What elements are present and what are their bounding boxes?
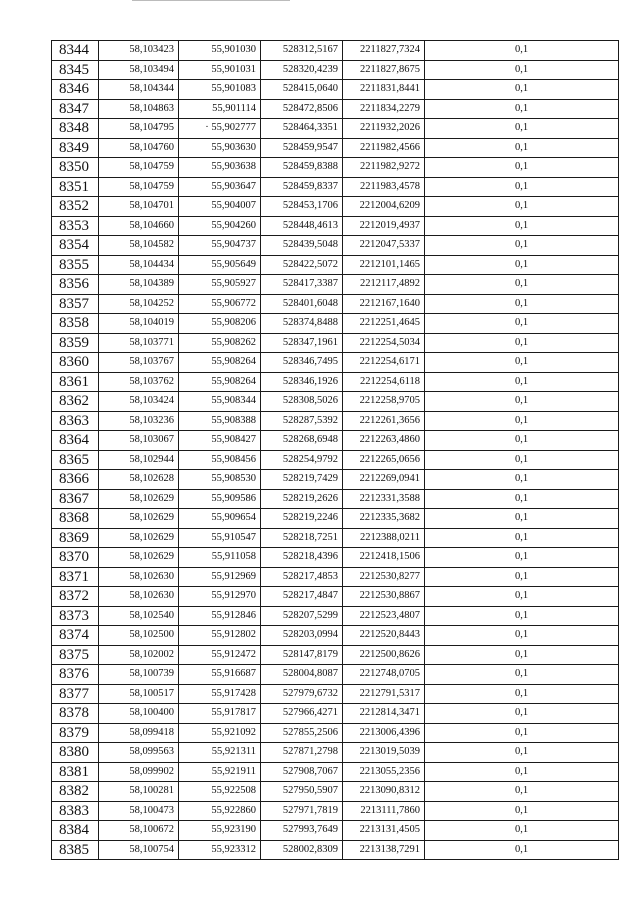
x-coordinate-cell: 528002,8309 — [261, 840, 343, 860]
longitude-cell: 55,923312 — [179, 840, 261, 860]
latitude-cell: 58,104701 — [99, 197, 179, 217]
point-number-cell: 8375 — [52, 645, 99, 665]
y-coordinate-cell: 2212258,9705 — [343, 392, 425, 412]
latitude-cell: 58,103423 — [99, 41, 179, 61]
coordinate-table-container — [51, 40, 619, 860]
latitude-cell: 58,102629 — [99, 548, 179, 568]
longitude-cell: 55,909586 — [179, 489, 261, 509]
table-row — [52, 723, 619, 743]
x-coordinate-cell: 528346,7495 — [261, 353, 343, 373]
accuracy-cell: 0,1 — [425, 177, 619, 197]
point-number-cell: 8348 — [52, 119, 99, 139]
x-coordinate-cell: 528401,6048 — [261, 294, 343, 314]
longitude-cell: 55,903647 — [179, 177, 261, 197]
latitude-cell: 58,099563 — [99, 743, 179, 763]
latitude-cell: 58,102540 — [99, 606, 179, 626]
longitude-cell: 55,910547 — [179, 528, 261, 548]
point-number-cell: 8344 — [52, 41, 99, 61]
latitude-cell: 58,102629 — [99, 528, 179, 548]
longitude-cell: 55,908264 — [179, 353, 261, 373]
latitude-cell: 58,104760 — [99, 138, 179, 158]
table-row — [52, 782, 619, 802]
accuracy-cell: 0,1 — [425, 275, 619, 295]
table-row — [52, 197, 619, 217]
latitude-cell: 58,100400 — [99, 704, 179, 724]
table-row — [52, 528, 619, 548]
accuracy-cell: 0,1 — [425, 197, 619, 217]
accuracy-cell: 0,1 — [425, 80, 619, 100]
longitude-cell: 55,921311 — [179, 743, 261, 763]
x-coordinate-cell: 527908,7067 — [261, 762, 343, 782]
table-row — [52, 645, 619, 665]
table-row — [52, 684, 619, 704]
point-number-cell: 8381 — [52, 762, 99, 782]
y-coordinate-cell: 2212530,8277 — [343, 567, 425, 587]
x-coordinate-cell: 528453,1706 — [261, 197, 343, 217]
table-row — [52, 236, 619, 256]
point-number-cell: 8363 — [52, 411, 99, 431]
x-coordinate-cell: 528472,8506 — [261, 99, 343, 119]
longitude-cell: 55,917817 — [179, 704, 261, 724]
accuracy-cell: 0,1 — [425, 548, 619, 568]
accuracy-cell: 0,1 — [425, 158, 619, 178]
point-number-cell: 8374 — [52, 626, 99, 646]
accuracy-cell: 0,1 — [425, 255, 619, 275]
y-coordinate-cell: 2212254,5034 — [343, 333, 425, 353]
x-coordinate-cell: 527966,4271 — [261, 704, 343, 724]
point-number-cell: 8353 — [52, 216, 99, 236]
point-number-cell: 8347 — [52, 99, 99, 119]
x-coordinate-cell: 527971,7819 — [261, 801, 343, 821]
y-coordinate-cell: 2212748,0705 — [343, 665, 425, 685]
latitude-cell: 58,100281 — [99, 782, 179, 802]
table-row — [52, 567, 619, 587]
longitude-cell: 55,908530 — [179, 470, 261, 490]
table-row — [52, 431, 619, 451]
x-coordinate-cell: 528459,9547 — [261, 138, 343, 158]
accuracy-cell: 0,1 — [425, 665, 619, 685]
x-coordinate-cell: 528417,3387 — [261, 275, 343, 295]
point-number-cell: 8382 — [52, 782, 99, 802]
accuracy-cell: 0,1 — [425, 411, 619, 431]
table-row — [52, 372, 619, 392]
y-coordinate-cell: 2212254,6118 — [343, 372, 425, 392]
accuracy-cell: 0,1 — [425, 41, 619, 61]
x-coordinate-cell: 528459,8388 — [261, 158, 343, 178]
x-coordinate-cell: 528218,4396 — [261, 548, 343, 568]
table-row — [52, 489, 619, 509]
x-coordinate-cell: 528374,8488 — [261, 314, 343, 334]
accuracy-cell: 0,1 — [425, 509, 619, 529]
table-row — [52, 80, 619, 100]
table-row — [52, 138, 619, 158]
accuracy-cell: 0,1 — [425, 138, 619, 158]
accuracy-cell: 0,1 — [425, 587, 619, 607]
longitude-cell: 55,921092 — [179, 723, 261, 743]
x-coordinate-cell: 528219,2246 — [261, 509, 343, 529]
x-coordinate-cell: 528320,4239 — [261, 60, 343, 80]
latitude-cell: 58,104434 — [99, 255, 179, 275]
y-coordinate-cell: 2212251,4645 — [343, 314, 425, 334]
latitude-cell: 58,104582 — [99, 236, 179, 256]
latitude-cell: 58,103762 — [99, 372, 179, 392]
point-number-cell: 8383 — [52, 801, 99, 821]
y-coordinate-cell: 2213138,7291 — [343, 840, 425, 860]
longitude-cell: 55,901083 — [179, 80, 261, 100]
x-coordinate-cell: 528415,0640 — [261, 80, 343, 100]
latitude-cell: 58,103771 — [99, 333, 179, 353]
accuracy-cell: 0,1 — [425, 782, 619, 802]
accuracy-cell: 0,1 — [425, 60, 619, 80]
point-number-cell: 8370 — [52, 548, 99, 568]
latitude-cell: 58,104759 — [99, 177, 179, 197]
longitude-cell: 55,905649 — [179, 255, 261, 275]
latitude-cell: 58,104759 — [99, 158, 179, 178]
x-coordinate-cell: 528219,7429 — [261, 470, 343, 490]
y-coordinate-cell: 2211932,2026 — [343, 119, 425, 139]
table-row — [52, 314, 619, 334]
point-number-cell: 8364 — [52, 431, 99, 451]
accuracy-cell: 0,1 — [425, 606, 619, 626]
point-number-cell: 8377 — [52, 684, 99, 704]
accuracy-cell: 0,1 — [425, 743, 619, 763]
point-number-cell: 8359 — [52, 333, 99, 353]
accuracy-cell: 0,1 — [425, 392, 619, 412]
x-coordinate-cell: 528346,1926 — [261, 372, 343, 392]
coordinate-table-body — [52, 41, 619, 860]
longitude-cell: 55,923190 — [179, 821, 261, 841]
y-coordinate-cell: 2212047,5337 — [343, 236, 425, 256]
latitude-cell: 58,103767 — [99, 353, 179, 373]
point-number-cell: 8349 — [52, 138, 99, 158]
accuracy-cell: 0,1 — [425, 119, 619, 139]
accuracy-cell: 0,1 — [425, 236, 619, 256]
table-row — [52, 470, 619, 490]
coordinate-table — [51, 40, 619, 860]
latitude-cell: 58,104019 — [99, 314, 179, 334]
table-row — [52, 801, 619, 821]
accuracy-cell: 0,1 — [425, 99, 619, 119]
point-number-cell: 8354 — [52, 236, 99, 256]
latitude-cell: 58,102628 — [99, 470, 179, 490]
y-coordinate-cell: 2211982,9272 — [343, 158, 425, 178]
y-coordinate-cell: 2212254,6171 — [343, 353, 425, 373]
y-coordinate-cell: 2212520,8443 — [343, 626, 425, 646]
latitude-cell: 58,100754 — [99, 840, 179, 860]
latitude-cell: 58,103424 — [99, 392, 179, 412]
longitude-cell: 55,905927 — [179, 275, 261, 295]
longitude-cell: 55,922508 — [179, 782, 261, 802]
point-number-cell: 8372 — [52, 587, 99, 607]
table-row — [52, 821, 619, 841]
accuracy-cell: 0,1 — [425, 704, 619, 724]
point-number-cell: 8367 — [52, 489, 99, 509]
point-number-cell: 8351 — [52, 177, 99, 197]
table-row — [52, 548, 619, 568]
x-coordinate-cell: 528254,9792 — [261, 450, 343, 470]
latitude-cell: 58,104795 — [99, 119, 179, 139]
y-coordinate-cell: 2212530,8867 — [343, 587, 425, 607]
point-number-cell: 8376 — [52, 665, 99, 685]
longitude-cell: 55,921911 — [179, 762, 261, 782]
longitude-cell: 55,912970 — [179, 587, 261, 607]
longitude-cell: 55,916687 — [179, 665, 261, 685]
table-row — [52, 60, 619, 80]
y-coordinate-cell: 2212814,3471 — [343, 704, 425, 724]
y-coordinate-cell: 2211827,8675 — [343, 60, 425, 80]
table-row — [52, 626, 619, 646]
table-row — [52, 411, 619, 431]
accuracy-cell: 0,1 — [425, 431, 619, 451]
point-number-cell: 8378 — [52, 704, 99, 724]
point-number-cell: 8365 — [52, 450, 99, 470]
y-coordinate-cell: 2212269,0941 — [343, 470, 425, 490]
longitude-cell: · 55,902777 — [179, 119, 261, 139]
point-number-cell: 8385 — [52, 840, 99, 860]
y-coordinate-cell: 2213006,4396 — [343, 723, 425, 743]
x-coordinate-cell: 528147,8179 — [261, 645, 343, 665]
table-row — [52, 840, 619, 860]
table-row — [52, 509, 619, 529]
x-coordinate-cell: 527871,2798 — [261, 743, 343, 763]
table-row — [52, 606, 619, 626]
y-coordinate-cell: 2213131,4505 — [343, 821, 425, 841]
longitude-cell: 55,904737 — [179, 236, 261, 256]
longitude-cell: 55,912846 — [179, 606, 261, 626]
y-coordinate-cell: 2212263,4860 — [343, 431, 425, 451]
x-coordinate-cell: 527979,6732 — [261, 684, 343, 704]
longitude-cell: 55,909654 — [179, 509, 261, 529]
y-coordinate-cell: 2212331,3588 — [343, 489, 425, 509]
y-coordinate-cell: 2212261,3656 — [343, 411, 425, 431]
latitude-cell: 58,102630 — [99, 587, 179, 607]
latitude-cell: 58,103494 — [99, 60, 179, 80]
x-coordinate-cell: 528219,2626 — [261, 489, 343, 509]
accuracy-cell: 0,1 — [425, 470, 619, 490]
point-number-cell: 8345 — [52, 60, 99, 80]
point-number-cell: 8379 — [52, 723, 99, 743]
x-coordinate-cell: 528218,7251 — [261, 528, 343, 548]
y-coordinate-cell: 2211827,7324 — [343, 41, 425, 61]
table-row — [52, 587, 619, 607]
x-coordinate-cell: 528312,5167 — [261, 41, 343, 61]
longitude-cell: 55,906772 — [179, 294, 261, 314]
longitude-cell: 55,904007 — [179, 197, 261, 217]
longitude-cell: 55,903638 — [179, 158, 261, 178]
accuracy-cell: 0,1 — [425, 801, 619, 821]
y-coordinate-cell: 2212388,0211 — [343, 528, 425, 548]
accuracy-cell: 0,1 — [425, 372, 619, 392]
latitude-cell: 58,099902 — [99, 762, 179, 782]
accuracy-cell: 0,1 — [425, 762, 619, 782]
table-row — [52, 255, 619, 275]
point-number-cell: 8350 — [52, 158, 99, 178]
point-number-cell: 8346 — [52, 80, 99, 100]
longitude-cell: 55,911058 — [179, 548, 261, 568]
point-number-cell: 8362 — [52, 392, 99, 412]
y-coordinate-cell: 2213055,2356 — [343, 762, 425, 782]
latitude-cell: 58,102944 — [99, 450, 179, 470]
accuracy-cell: 0,1 — [425, 353, 619, 373]
point-number-cell: 8369 — [52, 528, 99, 548]
table-row — [52, 665, 619, 685]
point-number-cell: 8355 — [52, 255, 99, 275]
longitude-cell: 55,908264 — [179, 372, 261, 392]
x-coordinate-cell: 528347,1961 — [261, 333, 343, 353]
y-coordinate-cell: 2212523,4807 — [343, 606, 425, 626]
y-coordinate-cell: 2212167,1640 — [343, 294, 425, 314]
table-row — [52, 177, 619, 197]
x-coordinate-cell: 528287,5392 — [261, 411, 343, 431]
accuracy-cell: 0,1 — [425, 450, 619, 470]
latitude-cell: 58,100473 — [99, 801, 179, 821]
latitude-cell: 58,100672 — [99, 821, 179, 841]
longitude-cell: 55,901031 — [179, 60, 261, 80]
x-coordinate-cell: 528217,4853 — [261, 567, 343, 587]
y-coordinate-cell: 2211831,8441 — [343, 80, 425, 100]
accuracy-cell: 0,1 — [425, 567, 619, 587]
accuracy-cell: 0,1 — [425, 645, 619, 665]
point-number-cell: 8357 — [52, 294, 99, 314]
x-coordinate-cell: 528268,6948 — [261, 431, 343, 451]
latitude-cell: 58,102629 — [99, 509, 179, 529]
longitude-cell: 55,922860 — [179, 801, 261, 821]
x-coordinate-cell: 528217,4847 — [261, 587, 343, 607]
accuracy-cell: 0,1 — [425, 216, 619, 236]
latitude-cell: 58,102500 — [99, 626, 179, 646]
x-coordinate-cell: 528448,4613 — [261, 216, 343, 236]
y-coordinate-cell: 2212004,6209 — [343, 197, 425, 217]
y-coordinate-cell: 2212335,3682 — [343, 509, 425, 529]
y-coordinate-cell: 2212265,0656 — [343, 450, 425, 470]
x-coordinate-cell: 528203,0994 — [261, 626, 343, 646]
point-number-cell: 8384 — [52, 821, 99, 841]
point-number-cell: 8358 — [52, 314, 99, 334]
y-coordinate-cell: 2212791,5317 — [343, 684, 425, 704]
table-row — [52, 762, 619, 782]
table-row — [52, 294, 619, 314]
point-number-cell: 8366 — [52, 470, 99, 490]
x-coordinate-cell: 528439,5048 — [261, 236, 343, 256]
longitude-cell: 55,908427 — [179, 431, 261, 451]
accuracy-cell: 0,1 — [425, 333, 619, 353]
table-row — [52, 41, 619, 61]
latitude-cell: 58,104389 — [99, 275, 179, 295]
point-number-cell: 8380 — [52, 743, 99, 763]
table-row — [52, 216, 619, 236]
accuracy-cell: 0,1 — [425, 528, 619, 548]
x-coordinate-cell: 528464,3351 — [261, 119, 343, 139]
x-coordinate-cell: 528459,8337 — [261, 177, 343, 197]
accuracy-cell: 0,1 — [425, 723, 619, 743]
latitude-cell: 58,100517 — [99, 684, 179, 704]
x-coordinate-cell: 527950,5907 — [261, 782, 343, 802]
y-coordinate-cell: 2212117,4892 — [343, 275, 425, 295]
y-coordinate-cell: 2212019,4937 — [343, 216, 425, 236]
longitude-cell: 55,912472 — [179, 645, 261, 665]
y-coordinate-cell: 2211982,4566 — [343, 138, 425, 158]
x-coordinate-cell: 528004,8087 — [261, 665, 343, 685]
y-coordinate-cell: 2213111,7860 — [343, 801, 425, 821]
table-row — [52, 275, 619, 295]
point-number-cell: 8368 — [52, 509, 99, 529]
table-row — [52, 392, 619, 412]
longitude-cell: 55,912969 — [179, 567, 261, 587]
latitude-cell: 58,103236 — [99, 411, 179, 431]
longitude-cell: 55,908456 — [179, 450, 261, 470]
y-coordinate-cell: 2211983,4578 — [343, 177, 425, 197]
longitude-cell: 55,908388 — [179, 411, 261, 431]
latitude-cell: 58,104863 — [99, 99, 179, 119]
x-coordinate-cell: 528207,5299 — [261, 606, 343, 626]
x-coordinate-cell: 527993,7649 — [261, 821, 343, 841]
y-coordinate-cell: 2212418,1506 — [343, 548, 425, 568]
y-coordinate-cell: 2212500,8626 — [343, 645, 425, 665]
latitude-cell: 58,104252 — [99, 294, 179, 314]
accuracy-cell: 0,1 — [425, 314, 619, 334]
accuracy-cell: 0,1 — [425, 840, 619, 860]
longitude-cell: 55,912802 — [179, 626, 261, 646]
table-row — [52, 119, 619, 139]
point-number-cell: 8352 — [52, 197, 99, 217]
latitude-cell: 58,104344 — [99, 80, 179, 100]
table-row — [52, 158, 619, 178]
point-number-cell: 8360 — [52, 353, 99, 373]
longitude-cell: 55,904260 — [179, 216, 261, 236]
x-coordinate-cell: 527855,2506 — [261, 723, 343, 743]
accuracy-cell: 0,1 — [425, 489, 619, 509]
latitude-cell: 58,100739 — [99, 665, 179, 685]
table-row — [52, 353, 619, 373]
accuracy-cell: 0,1 — [425, 626, 619, 646]
longitude-cell: 55,908262 — [179, 333, 261, 353]
accuracy-cell: 0,1 — [425, 684, 619, 704]
accuracy-cell: 0,1 — [425, 294, 619, 314]
point-number-cell: 8371 — [52, 567, 99, 587]
accuracy-cell: 0,1 — [425, 821, 619, 841]
latitude-cell: 58,102630 — [99, 567, 179, 587]
table-row — [52, 743, 619, 763]
x-coordinate-cell: 528308,5026 — [261, 392, 343, 412]
point-number-cell: 8373 — [52, 606, 99, 626]
longitude-cell: 55,901030 — [179, 41, 261, 61]
point-number-cell: 8356 — [52, 275, 99, 295]
table-row — [52, 704, 619, 724]
x-coordinate-cell: 528422,5072 — [261, 255, 343, 275]
point-number-cell: 8361 — [52, 372, 99, 392]
table-row — [52, 450, 619, 470]
longitude-cell: 55,901114 — [179, 99, 261, 119]
y-coordinate-cell: 2213090,8312 — [343, 782, 425, 802]
longitude-cell: 55,917428 — [179, 684, 261, 704]
latitude-cell: 58,103067 — [99, 431, 179, 451]
table-row — [52, 99, 619, 119]
longitude-cell: 55,908206 — [179, 314, 261, 334]
longitude-cell: 55,908344 — [179, 392, 261, 412]
latitude-cell: 58,102002 — [99, 645, 179, 665]
longitude-cell: 55,903630 — [179, 138, 261, 158]
top-rule-line — [132, 0, 290, 1]
y-coordinate-cell: 2212101,1465 — [343, 255, 425, 275]
latitude-cell: 58,099418 — [99, 723, 179, 743]
y-coordinate-cell: 2211834,2279 — [343, 99, 425, 119]
latitude-cell: 58,102629 — [99, 489, 179, 509]
y-coordinate-cell: 2213019,5039 — [343, 743, 425, 763]
latitude-cell: 58,104660 — [99, 216, 179, 236]
table-row — [52, 333, 619, 353]
